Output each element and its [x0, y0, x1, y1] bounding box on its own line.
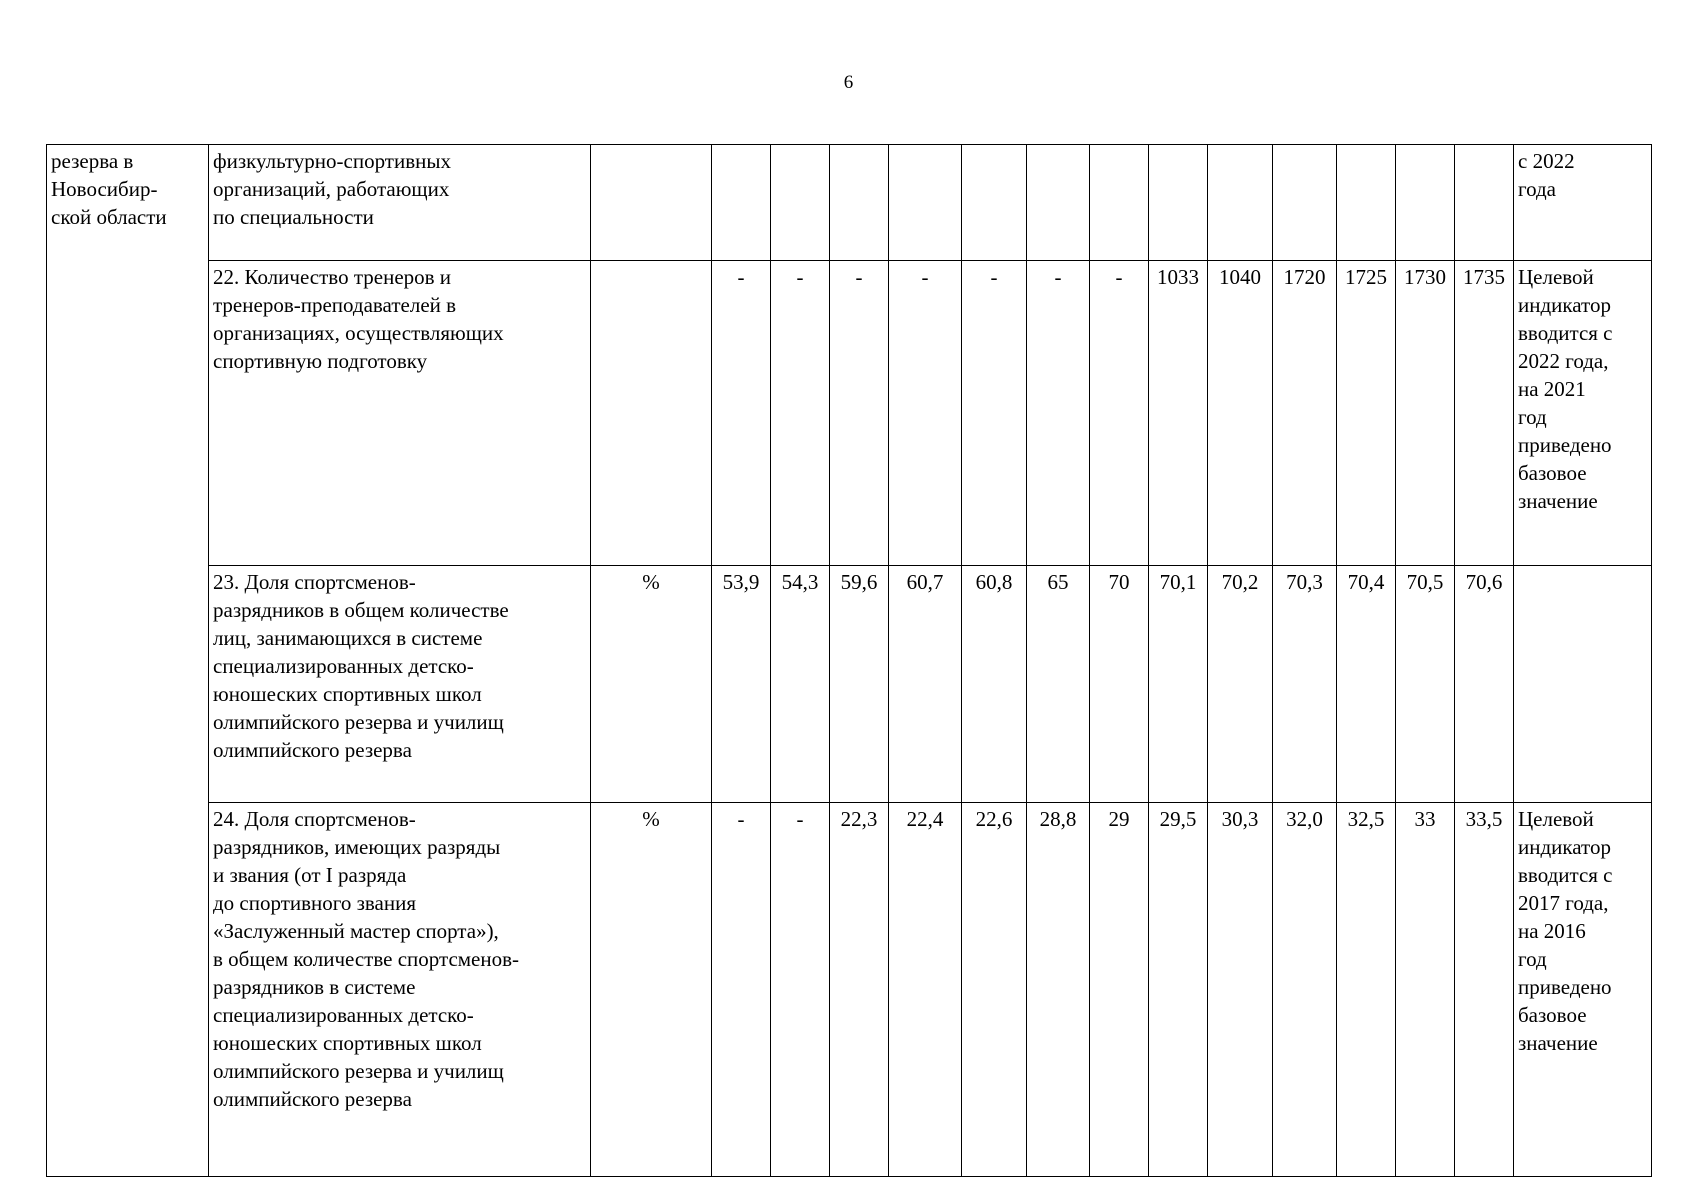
value-cell: 1730: [1396, 261, 1455, 566]
value-cell: 32,0: [1273, 803, 1337, 1177]
value-cell: 22,6: [962, 803, 1027, 1177]
value-cell: [1090, 145, 1149, 261]
value-cell: 65: [1027, 566, 1090, 803]
value-cell: [1455, 145, 1514, 261]
value-cell: [712, 145, 771, 261]
value-cell: 60,7: [889, 566, 962, 803]
value-cell: 70,4: [1337, 566, 1396, 803]
indicator-cell: [209, 566, 591, 803]
value-cell: [1149, 145, 1208, 261]
page-number: 6: [843, 72, 854, 93]
table-row: [47, 145, 1652, 261]
value-cell: 70,6: [1455, 566, 1514, 803]
value-cell: 33,5: [1455, 803, 1514, 1177]
value-cell: [1396, 145, 1455, 261]
indicator-text: физкультурно-спортивных организаций, работающих по специальности: [213, 149, 451, 229]
program-cell: [47, 145, 209, 1177]
note-text: Целевой индикатор вводится с 2017 года, на 2016 год приведено базовое значение: [1518, 807, 1613, 1055]
table-row: [47, 803, 1652, 1177]
value-cell: 70,1: [1149, 566, 1208, 803]
value-cell: [771, 145, 830, 261]
value-cell: 1725: [1337, 261, 1396, 566]
value-cell: [830, 145, 889, 261]
value-cell: 70,5: [1396, 566, 1455, 803]
value-cell: -: [1027, 261, 1090, 566]
value-cell: 32,5: [1337, 803, 1396, 1177]
value-cell: 59,6: [830, 566, 889, 803]
indicator-text: 23. Доля спортсменов- разрядников в общем количестве лиц, занимающихся в системе специализированных детско- юношеских спортивных школ олимпийского резерва и училищ олимпийского резерва: [213, 570, 509, 762]
value-cell: 29,5: [1149, 803, 1208, 1177]
value-cell: 1033: [1149, 261, 1208, 566]
unit-cell: %: [591, 803, 712, 1177]
value-cell: 29: [1090, 803, 1149, 1177]
value-cell: 60,8: [962, 566, 1027, 803]
value-cell: -: [771, 803, 830, 1177]
value-cell: 53,9: [712, 566, 771, 803]
value-cell: 33: [1396, 803, 1455, 1177]
value-cell: 30,3: [1208, 803, 1273, 1177]
value-cell: 70,2: [1208, 566, 1273, 803]
value-cell: [1337, 145, 1396, 261]
value-cell: 54,3: [771, 566, 830, 803]
note-cell: [1514, 145, 1652, 261]
note-cell: [1514, 803, 1652, 1177]
value-cell: 70,3: [1273, 566, 1337, 803]
table-row: [47, 566, 1652, 803]
unit-cell: [591, 145, 712, 261]
value-cell: 22,3: [830, 803, 889, 1177]
indicator-text: 22. Количество тренеров и тренеров-преподавателей в организациях, осуществляющих спортивную подготовку: [213, 265, 504, 373]
value-cell: -: [712, 261, 771, 566]
value-cell: -: [1090, 261, 1149, 566]
value-cell: 70: [1090, 566, 1149, 803]
unit-cell: [591, 261, 712, 566]
value-cell: [962, 145, 1027, 261]
value-cell: 1720: [1273, 261, 1337, 566]
indicator-cell: [209, 145, 591, 261]
value-cell: -: [771, 261, 830, 566]
note-text: Целевой индикатор вводится с 2022 года, на 2021 год приведено базовое значение: [1518, 265, 1613, 513]
value-cell: -: [712, 803, 771, 1177]
indicator-cell: [209, 261, 591, 566]
note-text: с 2022 года: [1518, 149, 1575, 201]
table-row: [47, 261, 1652, 566]
indicators-table: [46, 144, 1652, 1177]
value-cell: 28,8: [1027, 803, 1090, 1177]
note-cell: [1514, 566, 1652, 803]
value-cell: 1735: [1455, 261, 1514, 566]
indicator-cell: [209, 803, 591, 1177]
value-cell: [1273, 145, 1337, 261]
value-cell: -: [889, 261, 962, 566]
value-cell: [889, 145, 962, 261]
value-cell: [1027, 145, 1090, 261]
note-cell: [1514, 261, 1652, 566]
value-cell: 22,4: [889, 803, 962, 1177]
value-cell: 1040: [1208, 261, 1273, 566]
indicator-text: 24. Доля спортсменов- разрядников, имеющих разряды и звания (от I разряда до спортивного звания «Заслуженный мастер спорта»), в общем количестве спортсменов- разрядников в системе специализированных детско- юношеских спортивных школ олимпийского резерва и училищ олимпийского резерва: [213, 807, 520, 1111]
value-cell: -: [830, 261, 889, 566]
value-cell: [1208, 145, 1273, 261]
unit-cell: %: [591, 566, 712, 803]
program-cell-text: резерва в Новосибир- ской области: [51, 149, 167, 229]
value-cell: -: [962, 261, 1027, 566]
